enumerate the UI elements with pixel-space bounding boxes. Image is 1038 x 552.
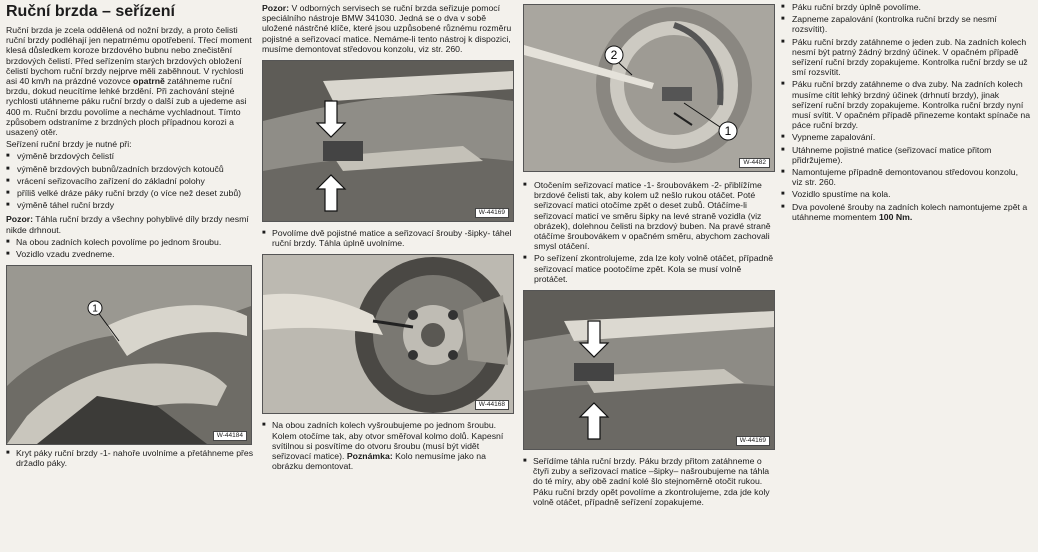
figure-code: W-4482 <box>739 158 770 168</box>
pozor-note: Pozor: V odborných servisech se ruční brzda seřizuje pomocí speciálního nástroje BMW 341030. Jedná se o dva v sobě uložené nástrčné klíče, které jsou uzpůsobené různému rozměru pojistné a seřizovací matice. Nemáme-li tento nástroj k dispozici, musíme demontovat středovou konzolu, viz str. 260. <box>262 3 512 54</box>
list-item: ■ Po seřízení zkontrolujeme, zda lze koly volně otáčet, případně seřizovací matice pootočíme zpět. Kola se musí volně protáčet. <box>523 253 775 284</box>
intro-paragraph: Ruční brzda je zcela oddělená od nožní brzdy, a proto čelisti ruční brzdy podléhají jen nepatrnému opotřebení. Třecí moment klesá důsledkem koroze brzdového bubnu nebo znečistění brzdových čelistí. Před seřízením starých brzdových obložení čelistí bychom ruční brzdy nejprve měli zaběhnout. V rychlosti asi 40 km/h na prázdné vozovce opatrně zatáhneme ruční brzdu, dokud neucítíme lehké brzdění. Při zachování stejné rychlosti utáhneme páku ruční brzdy o další zub a ujedeme asi 400 m. Ruční brzdu povolíme a necháme vychladnout. Tímto způsobem odstraníme z brzdných ploch případnou korozi a usazený otěr. <box>6 25 252 138</box>
column-2 <box>262 0 516 473</box>
list-item: ■ Otočením seřizovací matice -1- šroubovákem -2- přiblížíme brzdové čelisti tak, aby kolem už nešlo rukou otáčet. Poté seřizovací matici otočíme zpět o deset zubů. Otáčíme-li seřizovací maticí ve směru šipky na levé straně vozidla (viz obrázek), dolehnou čelisti na brzdový buben. Na pravé straně otáčíme šroubovákem v opačném směru, abychom zachovali smysl otáčení. <box>523 180 775 251</box>
handbrake-cover-image <box>7 266 251 444</box>
figure-wheel-hole <box>262 254 514 414</box>
list-item: ■ Dva povolené šrouby na zadních kolech namontujeme zpět a utáhneme momentem 100 Nm. <box>781 202 1031 222</box>
list-item: ■ Vypneme zapalování. <box>781 132 1031 142</box>
cable-adjust-image <box>524 291 774 449</box>
figure-caption: ■ Seřídíme táhla ruční brzdy. Páku brzdy přitom zatáhneme o čtyři zuby a seřizovací matice –šipky– našroubujeme na táhla do té míry, aby obě zadní kolé šlo stejnoměrně otočit rukou. Páku ruční brzdy opět povolíme a zkontrolujeme, zda jde koly volně otáčet, případně seřízení zopakujeme. <box>523 456 775 507</box>
column-4 <box>781 0 1031 224</box>
figure-code: W-44168 <box>475 400 509 410</box>
list-item: ■ Páku ruční brzdy zatáhneme o jeden zub. Na zadních kolech nesmí být patrný žádný brzdný účinek. V opačném případě seřízení ruční brzdy zopakujeme. Kontrolka ruční brzdy se už smí rozsvítit. <box>781 37 1031 78</box>
figure-caption: ■ Kryt páky ruční brzdy -1- nahoře uvolníme a přetáhneme přes držadlo páky. <box>6 448 254 468</box>
figure-caption: ■ Povolíme dvě pojistné matice a seřizovací šrouby -šipky- táhel ruční brzdy. Táhla úplně uvolníme. <box>262 228 516 248</box>
page-title: Ruční brzda – seřízení <box>6 3 175 20</box>
figure-adjusting-nut <box>523 4 775 172</box>
step-item: ■ Vozidlo vzadu zvedneme. <box>6 249 254 259</box>
list-item: ■ Utáhneme pojistné matice (seřizovací matice přitom přidržujeme). <box>781 145 1031 165</box>
list-item: ■ vrácení seřizovacího zařízení do základní polohy <box>6 176 254 186</box>
list-item: ■ příliš velké dráze páky ruční brzdy (o více než deset zubů) <box>6 188 254 198</box>
list-item: ■ Páku ruční brzdy zatáhneme o dva zuby. Na zadních kolech musíme cítit lehký brzdný účinek (drhnutí brzdy), jinak seřízení ruční brzdy zopakujeme. Kontrolka ruční brzdy nyní musí svítit. V opačném případě přinezeme kontakt spínače na páce ruční brzdy. <box>781 79 1031 130</box>
lock-nuts-image <box>263 61 513 221</box>
figure-callout-2: 2 <box>610 48 618 62</box>
adjusting-nut-image <box>524 5 774 171</box>
adjust-list <box>523 180 775 284</box>
figure-caption: ■ Na obou zadních kolech vyšroubujeme po jednom šroubu. Kolem otočíme tak, aby otvor směřoval kolmo dolů. Kapesní svítilnou si posvítíme do otvoru šroubu (musí být vidět seřizovací matice). Poznámka: Kolo nemusíme jako na obrázku demontovat. <box>262 420 516 471</box>
figure-callout-1: 1 <box>724 124 732 138</box>
list-item: ■ Namontujeme případně demontovanou středovou konzolu, viz str. 260. <box>781 167 1031 187</box>
figure-callout-1: 1 <box>92 303 98 315</box>
pozor-note: Pozor: Táhla ruční brzdy a všechny pohyblivé díly brzdy nesmí nikde drhnout. <box>6 214 249 235</box>
list-item: ■ výměně táhel ruční brzdy <box>6 200 254 210</box>
figure-code: W-44184 <box>213 431 247 441</box>
figure-code: W-44169 <box>475 208 509 218</box>
list-item: ■ Vozidlo spustíme na kola. <box>781 189 1031 199</box>
final-steps-list <box>781 2 1031 222</box>
figure-cable-adjust <box>523 290 775 450</box>
list-item: ■ Páku ruční brzdy úplně povolíme. <box>781 2 1031 12</box>
column-3 <box>523 0 775 509</box>
figure-handbrake-cover <box>6 265 252 445</box>
column-1 <box>6 0 254 471</box>
wheel-hole-image <box>263 255 513 413</box>
step-item: ■ Na obou zadních kolech povolíme po jednom šroubu. <box>6 237 254 247</box>
list-item: ■ výměně brzdových bubnů/zadních brzdových kotoučů <box>6 164 254 174</box>
list-item: ■ Zapneme zapalování (kontrolka ruční brzdy se nesmí rozsvítit). <box>781 14 1031 34</box>
needed-list <box>6 151 254 210</box>
needed-label: Seřízení ruční brzdy je nutné při: <box>6 139 132 150</box>
figure-lock-nuts <box>262 60 514 222</box>
list-item: ■ výměně brzdových čelistí <box>6 151 254 161</box>
figure-code: W-44169 <box>736 436 770 446</box>
